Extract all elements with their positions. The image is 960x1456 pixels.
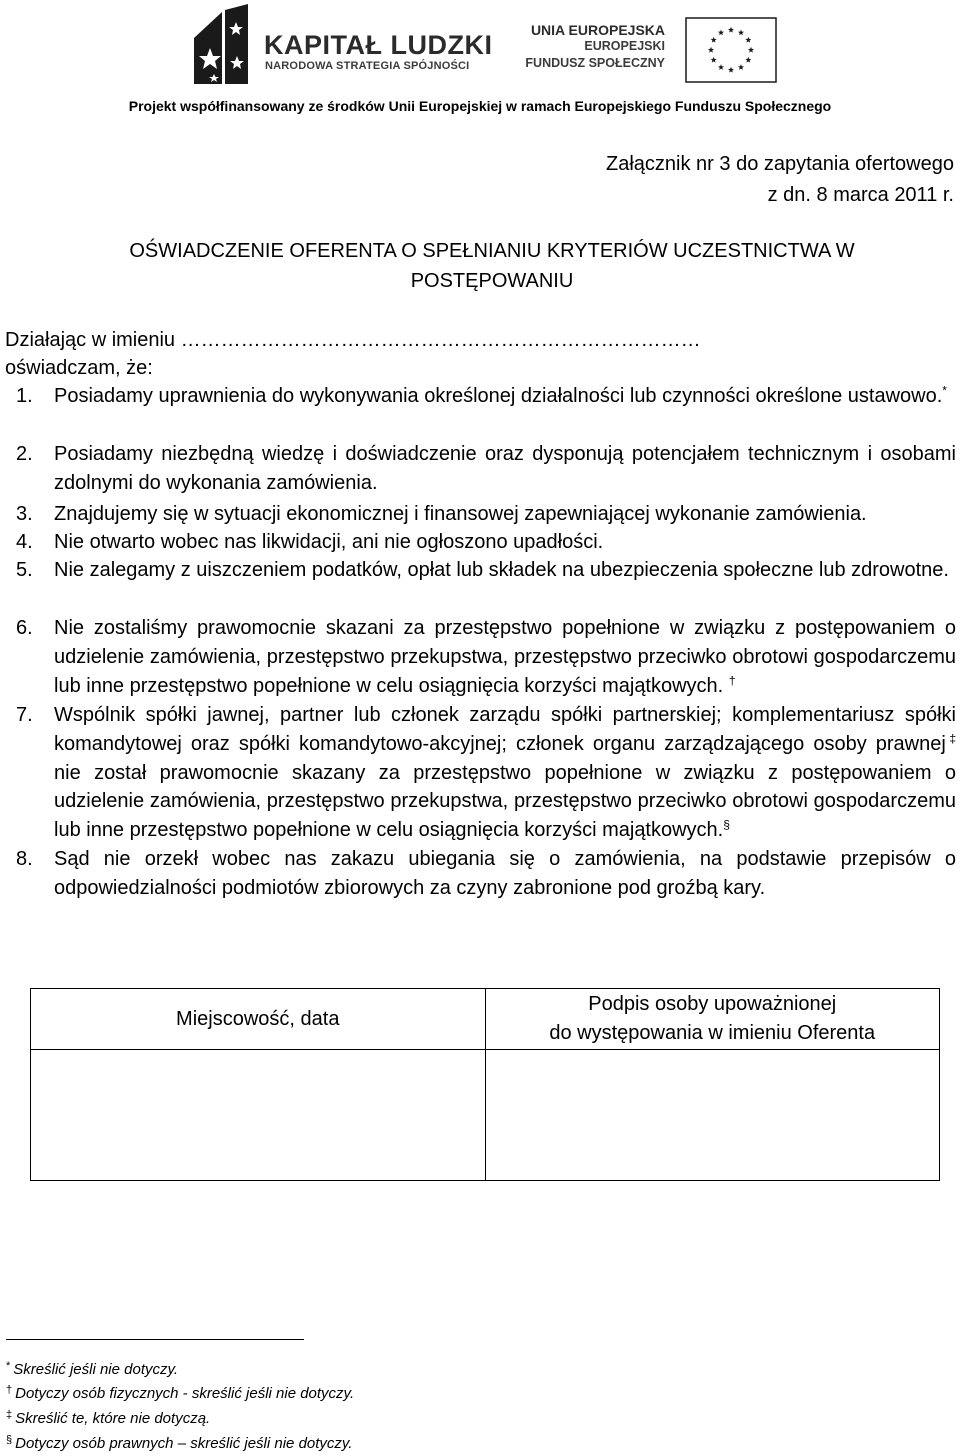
document-title-line-1: OŚWIADCZENIE OFERENTA O SPEŁNIANIU KRYTERIÓW UCZESTNICTWA W <box>129 240 855 262</box>
kapital-ludzki-logo <box>192 4 492 86</box>
kapital-ludzki-logo-name: KAPITAŁ LUDZKI <box>264 30 493 60</box>
footnote-3-text: Skreślić te, które nie dotyczą. <box>15 1410 211 1427</box>
item-7-number: 7. <box>16 704 33 726</box>
item-6-number: 6. <box>16 617 33 639</box>
footnote-4-text: Dotyczy osób prawnych – skreślić jeśli nie dotyczy. <box>15 1435 353 1452</box>
eu-logo-line3: FUNDUSZ SPOŁECZNY <box>525 56 665 70</box>
footnote-divider <box>6 1339 304 1340</box>
eu-logo-line1: UNIA EUROPEJSKA <box>530 22 665 38</box>
eu-logo-text <box>525 22 665 72</box>
place-date-header <box>31 989 486 1050</box>
item-7 <box>54 701 956 845</box>
item-2-text: Posiadamy niezbędną wiedzę i doświadczenie oraz dysponują potencjałem technicznym i osobami zdolnymi do wykonania zamówienia. <box>54 443 956 494</box>
document-title-line-2: POSTĘPOWANIU <box>410 270 574 292</box>
item-3 <box>54 500 956 529</box>
cofinancing-note: Projekt współfinansowany ze środków Unii Europejskiej w ramach Europejskiego Funduszu Społecznego <box>128 98 832 114</box>
item-5-number: 5. <box>16 559 33 581</box>
footnote-3-mark: ‡ <box>6 1409 13 1421</box>
item-8-number: 8. <box>16 848 33 870</box>
signature-table <box>30 988 940 1181</box>
footnote-ref-asterisk: * <box>942 383 947 398</box>
footnote-1-text: Skreślić jeśli nie dotyczy. <box>13 1361 179 1378</box>
item-7-text-a: Wspólnik spółki jawnej, partner lub członek zarządu spółki partnerskiej; komplementariusz spółki komandytowej oraz spółki komandytowo-akcyjnej; członek organu zarządzającego osoby prawnej <box>54 704 956 755</box>
place-date-label: Miejscowość, data <box>176 1007 340 1030</box>
signature-header <box>485 989 940 1050</box>
acting-label: Działając w imieniu <box>5 329 176 351</box>
signature-label-line-1: Podpis osoby upoważnionej <box>588 993 837 1015</box>
item-4-number: 4. <box>16 531 33 553</box>
item-8 <box>54 845 956 903</box>
footnote-2-text: Dotyczy osób fizycznych - skreślić jeśli nie dotyczy. <box>15 1385 355 1402</box>
item-2-number: 2. <box>16 443 33 465</box>
footnote-ref-section: § <box>723 817 730 832</box>
item-2 <box>54 440 956 498</box>
item-5 <box>54 556 956 585</box>
item-1-number: 1. <box>16 385 33 407</box>
item-3-text: Znajdujemy się w sytuacji ekonomicznej i finansowej zapewniającej wykonanie zamówienia. <box>54 503 867 525</box>
footnote-ref-double-dagger: ‡ <box>945 731 956 746</box>
signature-label-line-2: do występowania w imieniu Oferenta <box>549 1022 876 1044</box>
item-5-text: Nie zalegamy z uiszczeniem podatków, opłat lub składek na ubezpieczenia społeczne lub zdrowotne. <box>54 559 949 581</box>
declare-label: oświadczam, że: <box>5 357 153 379</box>
place-date-field[interactable] <box>31 1050 486 1181</box>
item-8-text: Sąd nie orzekł wobec nas zakazu ubiegania się o zamówienia, na podstawie przepisów o odpowiedzialności podmiotów zbiorowych za czyny zabronione pod groźbą kary. <box>54 848 956 899</box>
eu-flag-icon <box>685 17 777 83</box>
footnote-2-mark: † <box>6 1384 13 1396</box>
eu-logo-line2: EUROPEJSKI <box>584 39 665 53</box>
footnote-ref-dagger: † <box>728 672 736 687</box>
item-6 <box>54 614 956 700</box>
item-6-text: Nie zostaliśmy prawomocnie skazani za przestępstwo popełnione w związku z postępowaniem o udzielenie zamówienia, przestępstwo przekupstwa, przestępstwo przeciwko obrotowi gospodarczemu lub inne przestępstwo popełnione w celu osiągnięcia korzyści majątkowych. <box>54 617 956 697</box>
footnote-1-mark: * <box>6 1360 11 1372</box>
footnote-3 <box>6 1403 210 1431</box>
acting-on-behalf <box>5 326 701 355</box>
item-1 <box>54 382 956 411</box>
footnote-2 <box>6 1378 354 1406</box>
item-3-number: 3. <box>16 503 33 525</box>
item-1-text: Posiadamy uprawnienia do wykonywania określonej działalności lub czynności określone ustawowo. <box>54 385 943 407</box>
eu-logo <box>525 20 785 82</box>
kapital-ludzki-logo-subtitle: NARODOWA STRATEGIA SPÓJNOŚCI <box>265 60 470 72</box>
item-7-text-b: nie został prawomocnie skazany za przestępstwo popełnione w związku z postępowaniem o udzielenie zamówienia, przestępstwo przekupstwa, przestępstwo przeciwko obrotowi gospodarczemu lub inne przestępstwo popełnione w celu osiągnięcia korzyści majątkowych. <box>54 761 956 842</box>
kapital-ludzki-emblem-icon <box>192 4 250 86</box>
attachment-line-1: Załącznik nr 3 do zapytania ofertowego <box>606 153 954 175</box>
name-placeholder-dots: …………………………………………………………………… <box>180 329 701 351</box>
item-4 <box>54 528 956 557</box>
signature-field[interactable] <box>485 1050 940 1181</box>
footnote-4-mark: § <box>6 1434 13 1446</box>
item-4-text: Nie otwarto wobec nas likwidacji, ani nie ogłoszono upadłości. <box>54 531 604 553</box>
attachment-line-2: z dn. 8 marca 2011 r. <box>767 184 954 206</box>
